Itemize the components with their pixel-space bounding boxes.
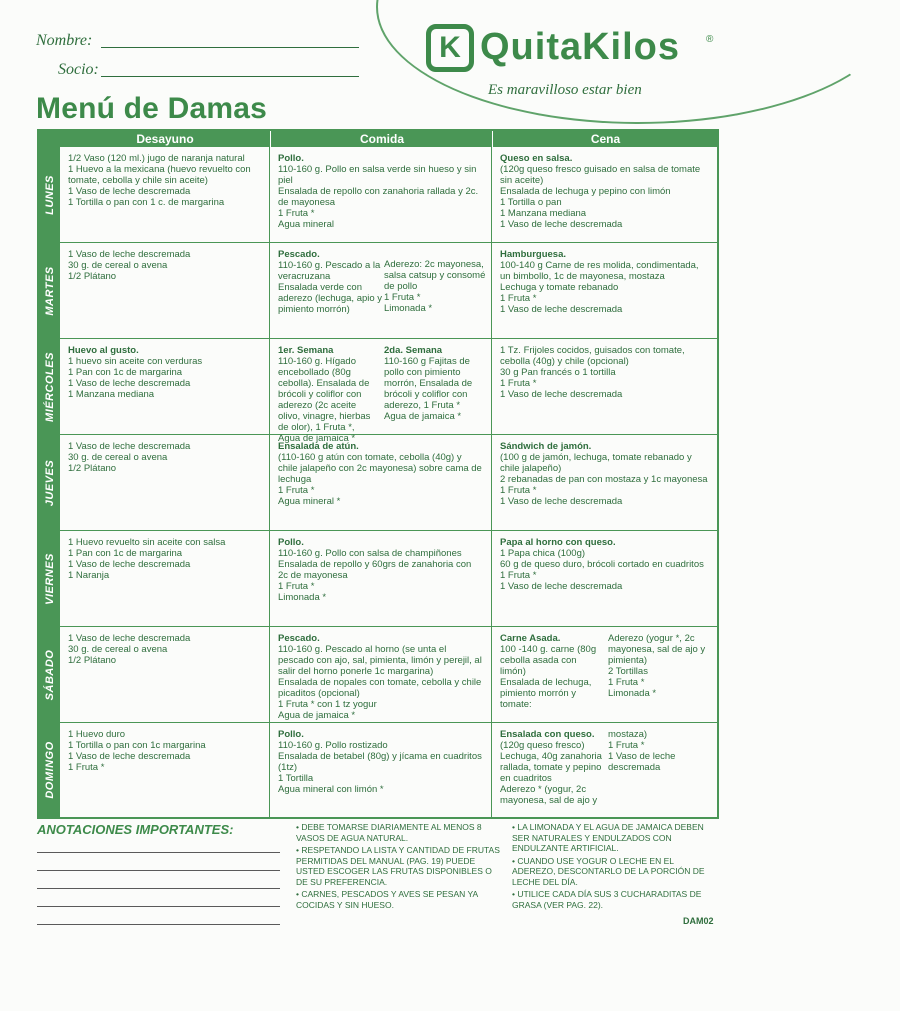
cell-martes-desayuno: 1 Vaso de leche descremada 30 g. de cereal o avena 1/2 Plátano bbox=[60, 243, 270, 339]
logo-name: QuitaKilos bbox=[480, 26, 681, 68]
cell-domingo-cena bbox=[492, 723, 717, 817]
cell-lunes-cena: Queso en salsa. (120g queso fresco guisado en salsa de tomate sin aceite) Ensalada de lechuga y pepino con limón 1 Tortilla o pan 1 Manzana mediana 1 Vaso de leche descremada bbox=[492, 147, 717, 243]
column-header-comida: Comida bbox=[270, 131, 493, 147]
anotacion-line-4[interactable] bbox=[37, 906, 280, 907]
day-label-lunes: LUNES bbox=[39, 147, 60, 243]
page-title: Menú de Damas bbox=[36, 92, 267, 125]
document-code: DAM02 bbox=[683, 916, 714, 926]
sabado-cena-b: Aderezo (yogur *, 2c mayonesa, sal de ajo y pimienta) 2 Tortillas 1 Fruta * Limonada * bbox=[608, 633, 706, 699]
nombre-label: Nombre: bbox=[36, 32, 93, 49]
day-label-miercoles: MIÉRCOLES bbox=[39, 339, 60, 435]
domingo-cena-a: Ensalada con queso. (120g queso fresco) Lechuga, 40g zanahoria rallada, tomate y pepino en cuadritos Aderezo * (yogur, 2c mayonesa, sal de ajo y bbox=[500, 729, 602, 806]
note-agua: • DEBE TOMARSE DIARIAMENTE AL MENOS 8 VASOS DE AGUA NATURAL. bbox=[296, 822, 482, 843]
logo-registered: ® bbox=[706, 34, 714, 45]
notes-column-2 bbox=[512, 822, 717, 912]
anotacion-line-1[interactable] bbox=[37, 852, 280, 853]
column-header-corner bbox=[39, 131, 60, 147]
cell-miercoles-comida bbox=[270, 339, 492, 444]
cell-jueves-cena: Sándwich de jamón. (100 g de jamón, lechuga, tomate rebanado y chile jalapeño) 2 rebanadas de pan con mostaza y 1c mayonesa 1 Fruta * 1 Vaso de leche descremada bbox=[492, 435, 717, 531]
cell-miercoles-cena: 1 Tz. Frijoles cocidos, guisados con tomate, cebolla (40g) y chile (opcional) 30 g Pan francés o 1 tortilla 1 Fruta * 1 Vaso de leche descremada bbox=[492, 339, 717, 435]
socio-label: Socio: bbox=[58, 61, 99, 78]
anotacion-line-2[interactable] bbox=[37, 870, 280, 871]
cell-jueves-desayuno: 1 Vaso de leche descremada 30 g. de cereal o avena 1/2 Plátano bbox=[60, 435, 270, 531]
socio-line[interactable] bbox=[101, 76, 359, 77]
miercoles-comida-semana1: 1er. Semana 110-160 g. Hígado encebollado (80g cebolla). Ensalada de brócoli y coliflor con aderezo (2c aceite olivo, vinagre, hierbas de olor), 1 Fruta *, Agua de jamaica * bbox=[278, 345, 371, 444]
cell-sabado-comida: Pescado. 110-160 g. Pescado al horno (se unta el pescado con ajo, sal, pimienta, limón y perejil, al salir del horno ponerle 1c margarina) Ensalada de nopales con tomate, cebolla y chile picaditos (opcional) 1 Fruta * con 1 tz yogur Agua de jamaica * bbox=[270, 627, 492, 723]
domingo-cena-b: mostaza) 1 Fruta * 1 Vaso de leche descremada bbox=[608, 729, 676, 773]
sabado-cena-a: Carne Asada. 100 -140 g. carne (80g cebolla asada con limón) Ensalada de lechuga, pimiento morrón y tomate: bbox=[500, 633, 597, 710]
cell-viernes-desayuno: 1 Huevo revuelto sin aceite con salsa 1 Pan con 1c de margarina 1 Vaso de leche descremada 1 Naranja bbox=[60, 531, 270, 627]
cell-viernes-cena: Papa al horno con queso. 1 Papa chica (100g) 60 g de queso duro, brócoli cortado en cuadritos 1 Fruta * 1 Vaso de leche descremada bbox=[492, 531, 717, 627]
note-grasa: • UTILICE CADA DÍA SUS 3 CUCHARADITAS DE GRASA (VER PAG. 22). bbox=[512, 889, 702, 910]
note-frutas: • RESPETANDO LA LISTA Y CANTIDAD DE FRUTAS PERMITIDAS DEL MANUAL (PAG. 19) PUEDE USTED ESCOGER LAS FRUTAS DISPONIBLES O DE SU PREFERENCIA. bbox=[296, 845, 500, 887]
day-label-sabado: SÁBADO bbox=[39, 627, 60, 723]
column-header-desayuno: Desayuno bbox=[60, 131, 270, 147]
note-yogur: • CUANDO USE YOGUR O LECHE EN EL ADEREZO, DESCONTARLO DE LA PORCIÓN DE LECHE DEL DÍA. bbox=[512, 855, 705, 887]
menu-table bbox=[37, 129, 719, 819]
logo bbox=[376, 0, 736, 120]
logo-mark-icon: K bbox=[426, 24, 474, 72]
martes-comida-b: Aderezo: 2c mayonesa, salsa catsup y consomé de pollo 1 Fruta * Limonada * bbox=[384, 259, 486, 314]
day-label-martes: MARTES bbox=[39, 243, 60, 339]
cell-sabado-desayuno: 1 Vaso de leche descremada 30 g. de cereal o avena 1/2 Plátano bbox=[60, 627, 270, 723]
anotacion-line-5[interactable] bbox=[37, 924, 280, 925]
cell-martes-cena: Hamburguesa. 100-140 g Carne de res molida, condimentada, un bimbollo, 1c de mayonesa, mostaza Lechuga y tomate rebanado 1 Fruta * 1 Vaso de leche descremada bbox=[492, 243, 717, 339]
cell-miercoles-desayuno: Huevo al gusto. 1 huevo sin aceite con verduras 1 Pan con 1c de margarina 1 Vaso de leche descremada 1 Manzana mediana bbox=[60, 339, 270, 435]
cell-jueves-comida: Ensalada de atún. (110-160 g atún con tomate, cebolla (40g) y chile jalapeño con 2c mayonesa) sobre cama de lechuga 1 Fruta * Agua mineral * bbox=[270, 435, 492, 531]
note-carnes: • CARNES, PESCADOS Y AVES SE PESAN YA COCIDAS Y SIN HUESO. bbox=[296, 889, 478, 910]
day-label-domingo: DOMINGO bbox=[39, 723, 60, 817]
cell-domingo-desayuno: 1 Huevo duro 1 Tortilla o pan con 1c margarina 1 Vaso de leche descremada 1 Fruta * bbox=[60, 723, 270, 817]
note-limonada: • LA LIMONADA Y EL AGUA DE JAMAICA DEBEN SER NATURALES Y ENDULZADOS CON ENDULZANTE ARTIFICIAL. bbox=[512, 822, 704, 853]
cell-lunes-comida: Pollo. 110-160 g. Pollo en salsa verde sin hueso y sin piel Ensalada de repollo con zanahoria rallada y 2c. de mayonesa 1 Fruta * Agua mineral bbox=[270, 147, 492, 243]
cell-viernes-comida: Pollo. 110-160 g. Pollo con salsa de champiñones Ensalada de repollo y 60grs de zanahoria con 2c de mayonesa 1 Fruta * Limonada * bbox=[270, 531, 492, 627]
cell-lunes-desayuno: 1/2 Vaso (120 ml.) jugo de naranja natural 1 Huevo a la mexicana (huevo revuelto con tomate, cebolla y chile sin aceite) 1 Vaso de leche descremada 1 Tortilla o pan con 1 c. de margarina bbox=[60, 147, 270, 243]
cell-sabado-cena bbox=[492, 627, 717, 723]
day-label-viernes: VIERNES bbox=[39, 531, 60, 627]
cell-domingo-comida: Pollo. 110-160 g. Pollo rostizado Ensalada de betabel (80g) y jícama en cuadritos (1tz) 1 Tortilla Agua mineral con limón * bbox=[270, 723, 492, 817]
nombre-line[interactable] bbox=[101, 47, 359, 48]
logo-slogan: Es maravilloso estar bien bbox=[488, 82, 642, 98]
miercoles-comida-semana2: 2da. Semana 110-160 g Fajitas de pollo con pimiento morrón, Ensalada de brócoli y coliflor con aderezo, 1 Fruta * Agua de jamaica * bbox=[384, 345, 473, 422]
column-header-cena: Cena bbox=[492, 131, 718, 147]
anotacion-line-3[interactable] bbox=[37, 888, 280, 889]
notes-column-1 bbox=[296, 822, 504, 912]
cell-martes-comida bbox=[270, 243, 492, 339]
day-label-jueves: JUEVES bbox=[39, 435, 60, 531]
anotaciones-title: ANOTACIONES IMPORTANTES: bbox=[37, 822, 234, 837]
martes-comida-a: Pescado. 110-160 g. Pescado a la veracruzana Ensalada verde con aderezo (lechuga, apio y pimiento morrón) bbox=[278, 249, 383, 315]
